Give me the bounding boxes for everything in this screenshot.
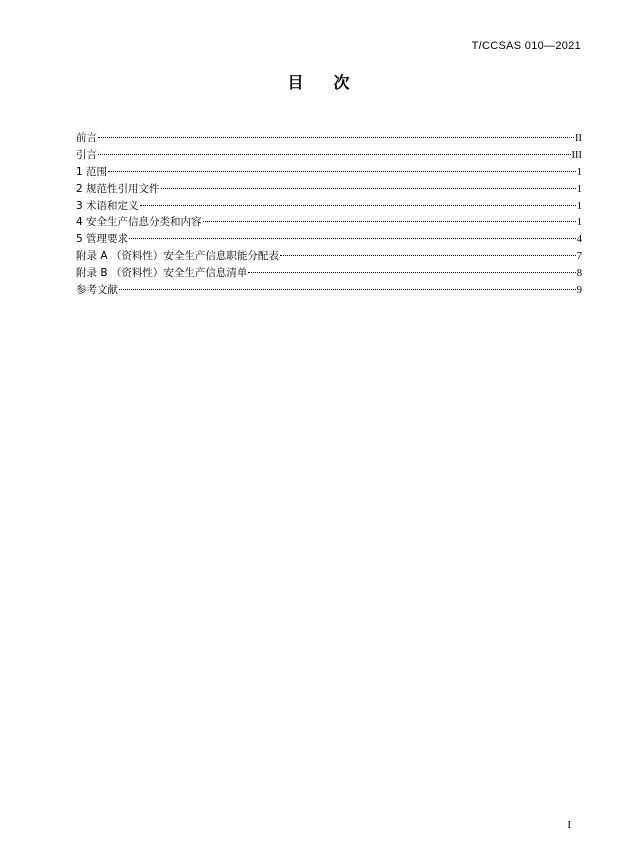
- toc-entry-label: 附录 B （资料性）安全生产信息清单: [76, 267, 248, 280]
- toc-dot-leader: [161, 188, 576, 189]
- toc-title-part2: 次: [333, 73, 350, 92]
- toc-dot-leader: [129, 238, 576, 239]
- standard-code: T/CCSAS 010—2021: [471, 40, 581, 52]
- toc-entry-page: II: [575, 133, 582, 144]
- toc-list: [76, 130, 582, 299]
- toc-dot-leader: [248, 272, 575, 273]
- toc-entry-label: 附录 A （资料性）安全生产信息职能分配表: [76, 250, 279, 263]
- toc-entry-management-requirements[interactable]: [76, 231, 582, 248]
- toc-title-part1: 目: [287, 73, 304, 92]
- toc-entry-page: 1: [576, 200, 582, 212]
- toc-entry-scope[interactable]: [76, 164, 582, 181]
- toc-entry-page: 9: [576, 285, 582, 297]
- toc-entry-page: 1: [576, 217, 582, 229]
- toc-entry-page: 4: [576, 234, 582, 246]
- toc-entry-label: 2 规范性引用文件: [76, 182, 160, 195]
- toc-entry-page: 7: [576, 251, 582, 263]
- toc-entry-annex-a[interactable]: [76, 248, 582, 265]
- page-number: I: [567, 819, 571, 831]
- toc-entry-page: 8: [576, 268, 582, 280]
- toc-entry-page: 1: [576, 183, 582, 195]
- toc-title: [0, 70, 637, 93]
- toc-entry-annex-b[interactable]: [76, 265, 582, 282]
- toc-entry-classification[interactable]: [76, 214, 582, 231]
- toc-dot-leader: [140, 205, 576, 206]
- toc-entry-label: 3 术语和定义: [76, 199, 139, 212]
- toc-entry-label: 引言: [76, 148, 97, 161]
- toc-dot-leader: [119, 289, 576, 290]
- toc-entry-bibliography[interactable]: [76, 282, 582, 299]
- toc-entry-label: 前言: [76, 132, 97, 144]
- toc-entry-terms-definitions[interactable]: [76, 198, 582, 215]
- toc-entry-normative-references[interactable]: [76, 181, 582, 198]
- toc-entry-page: 1: [576, 166, 582, 178]
- toc-entry-label: 4 安全生产信息分类和内容: [76, 216, 202, 229]
- toc-entry-page: III: [571, 149, 582, 161]
- toc-dot-leader: [108, 171, 576, 172]
- toc-entry-label: 5 管理要求: [76, 233, 129, 246]
- toc-entry-foreword[interactable]: [76, 130, 582, 147]
- toc-entry-label: 1 范围: [76, 165, 108, 178]
- toc-dot-leader: [280, 255, 576, 256]
- toc-entry-label: 参考文献: [76, 284, 118, 297]
- toc-entry-introduction[interactable]: [76, 147, 582, 164]
- toc-dot-leader: [203, 221, 576, 222]
- toc-dot-leader: [98, 154, 571, 155]
- toc-dot-leader: [98, 137, 574, 138]
